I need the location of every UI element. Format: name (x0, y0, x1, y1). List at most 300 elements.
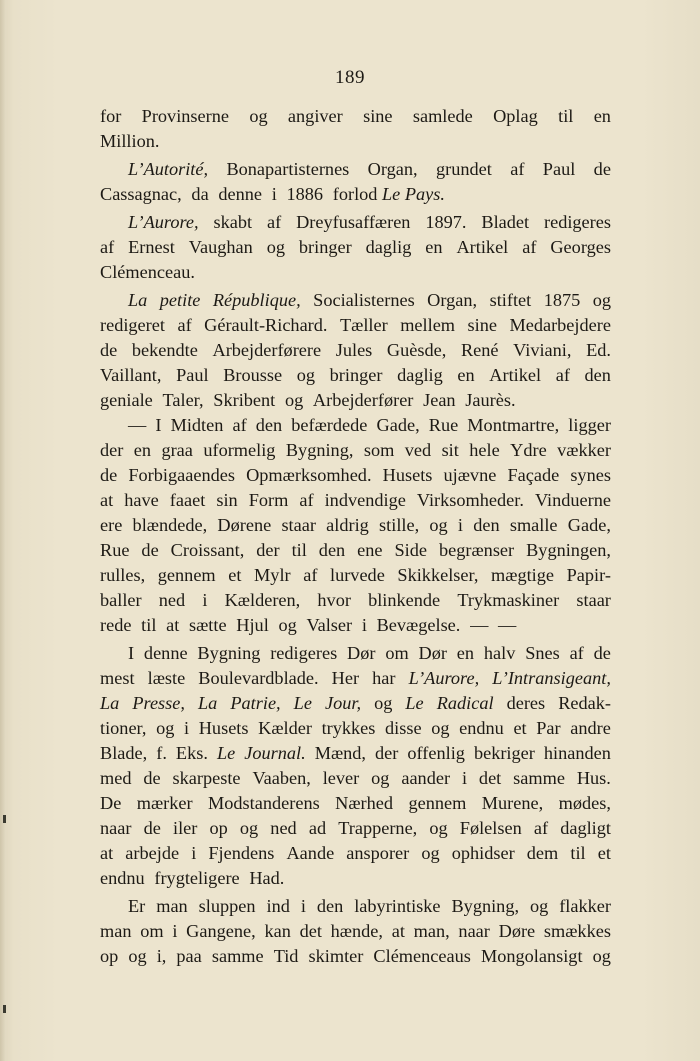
word: — (128, 415, 147, 435)
word: og (156, 718, 175, 738)
text-line (100, 816, 611, 841)
word: Hjul (236, 615, 269, 635)
text-line (100, 791, 611, 816)
text-line (100, 488, 611, 513)
word: Paul (176, 365, 209, 385)
word: Ydre (510, 440, 547, 460)
word: Bygningen, (526, 540, 611, 560)
word: Tid (273, 946, 299, 966)
word: Fjendens (208, 843, 275, 863)
word: de (100, 340, 118, 360)
word: Gérault-Richard. (204, 315, 328, 335)
word: Er (128, 896, 146, 916)
word: sin (216, 490, 238, 510)
word: samme (211, 946, 264, 966)
word: Side (394, 540, 428, 560)
word: af (522, 237, 537, 257)
word: bringer (329, 365, 383, 385)
text-line (100, 666, 611, 691)
text-line (100, 538, 611, 563)
word: og (284, 390, 304, 410)
word: i (172, 921, 178, 941)
text-line (100, 588, 611, 613)
word: i (457, 515, 463, 535)
word: en (456, 643, 475, 663)
word: sine (467, 315, 497, 335)
word: Murene, (481, 793, 544, 813)
text-line (100, 641, 611, 666)
word: offenlig (407, 743, 465, 763)
word: hænde, (330, 921, 383, 941)
word: ere (100, 515, 123, 535)
word: Dør (347, 643, 376, 663)
word: der (256, 540, 280, 560)
text-line (100, 463, 611, 488)
word: endnu (459, 718, 504, 738)
word: halv (483, 643, 516, 663)
word: Blade, (100, 743, 148, 763)
word: Forbigaaendes (128, 465, 235, 485)
word: som (363, 440, 395, 460)
word: Bevægelse. (376, 615, 461, 635)
word: ind (266, 896, 290, 916)
word: Bygning, (285, 440, 354, 460)
word: Journal. (244, 743, 306, 763)
page-edge-shadow (0, 0, 6, 1061)
word: Her (331, 668, 360, 688)
word: sluppen (198, 896, 256, 916)
word: til (558, 106, 574, 126)
word: Radical (436, 693, 494, 713)
word: Guèsde, (386, 340, 447, 360)
word: redigeres (270, 643, 338, 663)
word: skimter (308, 946, 364, 966)
word: forlod (332, 184, 378, 204)
word: staar (576, 590, 611, 610)
word: Clémenceau. (100, 262, 195, 282)
word: Mongolansigt (480, 946, 583, 966)
word: op (100, 946, 119, 966)
word: Jour, (324, 693, 362, 713)
word: den (584, 365, 611, 385)
word: de (143, 768, 161, 788)
word: mærker (136, 793, 193, 813)
word: Jean (423, 390, 456, 410)
body-text (100, 104, 611, 969)
word: Papir- (566, 565, 611, 585)
word: lurvede (330, 565, 385, 585)
word: Opmærksomhed. (246, 465, 372, 485)
text-line (100, 866, 611, 891)
word: tioner, (100, 718, 147, 738)
word: Had. (249, 868, 285, 888)
word: i (300, 896, 306, 916)
word: at (391, 921, 405, 941)
word: og (296, 365, 316, 385)
word: Kælder (258, 718, 312, 738)
word: Jules (335, 340, 373, 360)
word: Redak- (558, 693, 611, 713)
word: om (140, 921, 164, 941)
text-line (100, 613, 611, 638)
word: en (133, 440, 152, 460)
word: samme (513, 768, 565, 788)
text-line (100, 919, 611, 944)
word: Jaurès. (465, 390, 516, 410)
word: iler (172, 818, 198, 838)
word: 1897. (425, 212, 467, 232)
word: indvendige (324, 490, 406, 510)
text-line (100, 338, 611, 363)
word: med (100, 768, 132, 788)
word: skabt (213, 212, 253, 232)
word: der (375, 743, 399, 763)
word: mødes, (558, 793, 611, 813)
word: Artikel (456, 237, 509, 257)
word: graa (161, 440, 193, 460)
word: Vaughan (188, 237, 253, 257)
word: Følelsen (459, 818, 522, 838)
word: Modstanderens (208, 793, 320, 813)
word: Gade, (376, 415, 420, 435)
word: Croissant, (170, 540, 245, 560)
word: de (143, 818, 161, 838)
word: og (431, 718, 450, 738)
word: daglig (365, 237, 412, 257)
word: Eks. (175, 743, 208, 763)
word: Trykmaskiner (457, 590, 560, 610)
word: smalle (509, 515, 558, 535)
word: af (555, 365, 570, 385)
word: og (529, 896, 549, 916)
text-line (100, 438, 611, 463)
word: befærdede (291, 415, 368, 435)
word: de (593, 643, 611, 663)
word: af (533, 818, 549, 838)
text-line (100, 260, 611, 285)
word: ene (357, 540, 383, 560)
word: Medarbejdere (509, 315, 611, 335)
word: De (100, 793, 122, 813)
word: L’Aurore, (128, 212, 199, 232)
word: Bonapartisternes (226, 159, 350, 179)
word: en (593, 106, 611, 126)
word: hvor (317, 590, 351, 610)
word: aander (401, 768, 451, 788)
word: og (371, 768, 390, 788)
word: Façade (507, 465, 560, 485)
word: Georges (550, 237, 611, 257)
word: samlede (412, 106, 473, 126)
word: i (184, 718, 190, 738)
word: og (128, 946, 147, 966)
word: Vinduerne (534, 490, 611, 510)
word: og (278, 615, 297, 635)
word: Bygning (197, 643, 261, 663)
word: Nærhed (335, 793, 394, 813)
word: Organ, (427, 290, 478, 310)
word: Dørene (217, 515, 272, 535)
text-line (100, 363, 611, 388)
word: Cassagnac, (100, 184, 182, 204)
word: Le (293, 693, 312, 713)
word: ujævne (443, 465, 497, 485)
word: af (510, 159, 525, 179)
word: ophidser (451, 843, 515, 863)
word: paa (176, 946, 202, 966)
word: blinkende (368, 590, 441, 610)
word: begrænser (439, 540, 515, 560)
word: Le (216, 743, 236, 763)
word: ansporer (346, 843, 410, 863)
word: Boulevardblade. (198, 668, 319, 688)
word: naar (458, 921, 490, 941)
word: Provinserne (141, 106, 229, 126)
word: stiftet (489, 290, 532, 310)
word: Viviani, (513, 340, 572, 360)
word: Presse, (132, 693, 185, 713)
word: et (513, 718, 527, 738)
word: i (271, 184, 277, 204)
text-line (100, 210, 611, 235)
word: skarpeste (172, 768, 241, 788)
word: dem (526, 843, 559, 863)
word: af (299, 490, 314, 510)
word: af (303, 565, 318, 585)
word: redigeres (544, 212, 611, 232)
text-line (100, 741, 611, 766)
text-line (100, 313, 611, 338)
word: der (100, 440, 124, 460)
text-line (100, 157, 611, 182)
word: i, (156, 946, 167, 966)
word: et (228, 565, 242, 585)
word: det (299, 921, 322, 941)
word: deres (506, 693, 546, 713)
word: Brousse (223, 365, 283, 385)
word: ved (404, 440, 432, 460)
word: baller (100, 590, 142, 610)
word: Socialisternes (313, 290, 415, 310)
word: og (592, 290, 611, 310)
word: Rue (428, 415, 459, 435)
word: sit (441, 440, 459, 460)
word: Arbejderførere (212, 340, 322, 360)
word: sætte (188, 615, 227, 635)
word: Hus. (576, 768, 611, 788)
text-line (100, 841, 611, 866)
word: Le (405, 693, 424, 713)
word: Snes (525, 643, 560, 663)
word: stille, (379, 515, 420, 535)
word: Montmartre, (467, 415, 560, 435)
text-line (100, 716, 611, 741)
word: ligger (568, 415, 611, 435)
word: Dør (418, 643, 447, 663)
word: aldrig (326, 515, 369, 535)
word: Form (248, 490, 289, 510)
word: mest (100, 668, 135, 688)
word: man (156, 896, 188, 916)
word: Husets (198, 718, 249, 738)
word: man (100, 921, 132, 941)
word: hele (469, 440, 500, 460)
word: denne (218, 184, 263, 204)
word: endnu (100, 868, 145, 888)
word: 1886 (286, 184, 324, 204)
word: labyrintiske (354, 896, 441, 916)
word: Paul (542, 159, 576, 179)
word: i (461, 768, 468, 788)
word: Midten (170, 415, 224, 435)
word: at (100, 843, 114, 863)
word: f. (156, 743, 167, 763)
word: Par (536, 718, 561, 738)
word: Pays. (404, 184, 445, 204)
word: en (457, 365, 475, 385)
word: mægtige (491, 565, 554, 585)
word: rulles, (100, 565, 146, 585)
word: Gangene, (186, 921, 256, 941)
word: uformelig (203, 440, 276, 460)
word: Bladet (481, 212, 530, 232)
word: naar (100, 818, 132, 838)
word: en (425, 237, 443, 257)
word: trykkes (321, 718, 376, 738)
word: Skribent (213, 390, 276, 410)
word: da (191, 184, 209, 204)
word: og (592, 946, 611, 966)
word: Ernest (128, 237, 175, 257)
word: et (597, 843, 611, 863)
text-line (100, 182, 611, 207)
word: for (100, 106, 122, 126)
word: 1875 (543, 290, 581, 310)
word: kan (264, 921, 291, 941)
word: rede (100, 615, 132, 635)
word: Clémenceaus (373, 946, 471, 966)
word: Mænd, (314, 743, 367, 763)
word: faaet (169, 490, 206, 510)
word: og (421, 843, 440, 863)
word: at (100, 490, 114, 510)
word: Husets (382, 465, 433, 485)
word: af (177, 315, 192, 335)
word: redigeret (100, 315, 165, 335)
word: i (191, 843, 197, 863)
word: L’Aurore, (408, 668, 480, 688)
text-line (100, 104, 611, 129)
word: de (100, 465, 118, 485)
word: man, (413, 921, 450, 941)
text-line (100, 413, 611, 438)
text-line (100, 513, 611, 538)
margin-mark (3, 1005, 6, 1013)
word: og (239, 818, 259, 838)
word: Oplag (493, 106, 538, 126)
word: I (155, 415, 162, 435)
word: Ed. (586, 340, 611, 360)
word: Virksomheder. (416, 490, 524, 510)
text-line (100, 563, 611, 588)
word: har (372, 668, 396, 688)
word: Skikkelser, (397, 565, 479, 585)
word: Vaaben, (252, 768, 311, 788)
word: og (429, 515, 448, 535)
word: L’Autorité, (128, 159, 209, 179)
word: Vaillant, (100, 365, 162, 385)
word: at (166, 615, 180, 635)
word: af (569, 643, 584, 663)
word: petite (159, 290, 201, 310)
word: den (255, 415, 283, 435)
word: mellem (400, 315, 456, 335)
word: grundet (435, 159, 492, 179)
word: og (249, 106, 268, 126)
word: Trapperne, (338, 818, 418, 838)
page-number: 189 (335, 67, 365, 88)
word: op (209, 818, 228, 838)
word: den (318, 540, 346, 560)
word: og (266, 237, 285, 257)
word: I (128, 643, 135, 663)
word: vækker (557, 440, 611, 460)
word: ned (270, 818, 297, 838)
word: Patrie, (230, 693, 281, 713)
word: de (141, 540, 159, 560)
word: Organ, (367, 159, 418, 179)
word: i (361, 615, 367, 635)
word: René (460, 340, 499, 360)
word: bekendte (131, 340, 198, 360)
text-line (100, 129, 611, 154)
word: og (429, 818, 448, 838)
text-line (100, 766, 611, 791)
word: Kælderen, (224, 590, 301, 610)
word: La (198, 693, 218, 713)
word: andre (570, 718, 611, 738)
word: Tæller (339, 315, 388, 335)
word: den (473, 515, 500, 535)
word: den (316, 896, 344, 916)
word: til (570, 843, 586, 863)
text-line (100, 288, 611, 313)
word: ned (158, 590, 186, 610)
word: synes (570, 465, 611, 485)
word: Aande (286, 843, 335, 863)
word: dagligt (560, 818, 611, 838)
word: République, (212, 290, 301, 310)
word: gennem (408, 793, 467, 813)
word: bekriger (473, 743, 535, 763)
word: Valser (306, 615, 353, 635)
word: Arbejderfører (312, 390, 414, 410)
word: om (385, 643, 409, 663)
margin-mark (3, 815, 6, 823)
word: L’Intransigeant, (492, 668, 611, 688)
word: Artikel (489, 365, 542, 385)
word: smækkes (543, 921, 611, 941)
word: og (374, 693, 393, 713)
word: i (202, 590, 208, 610)
word: geniale (100, 390, 153, 410)
word: La (100, 693, 120, 713)
word: flakker (559, 896, 611, 916)
word: Le (382, 184, 401, 204)
text-line (100, 691, 611, 716)
text-line (100, 944, 611, 969)
word: lever (322, 768, 360, 788)
